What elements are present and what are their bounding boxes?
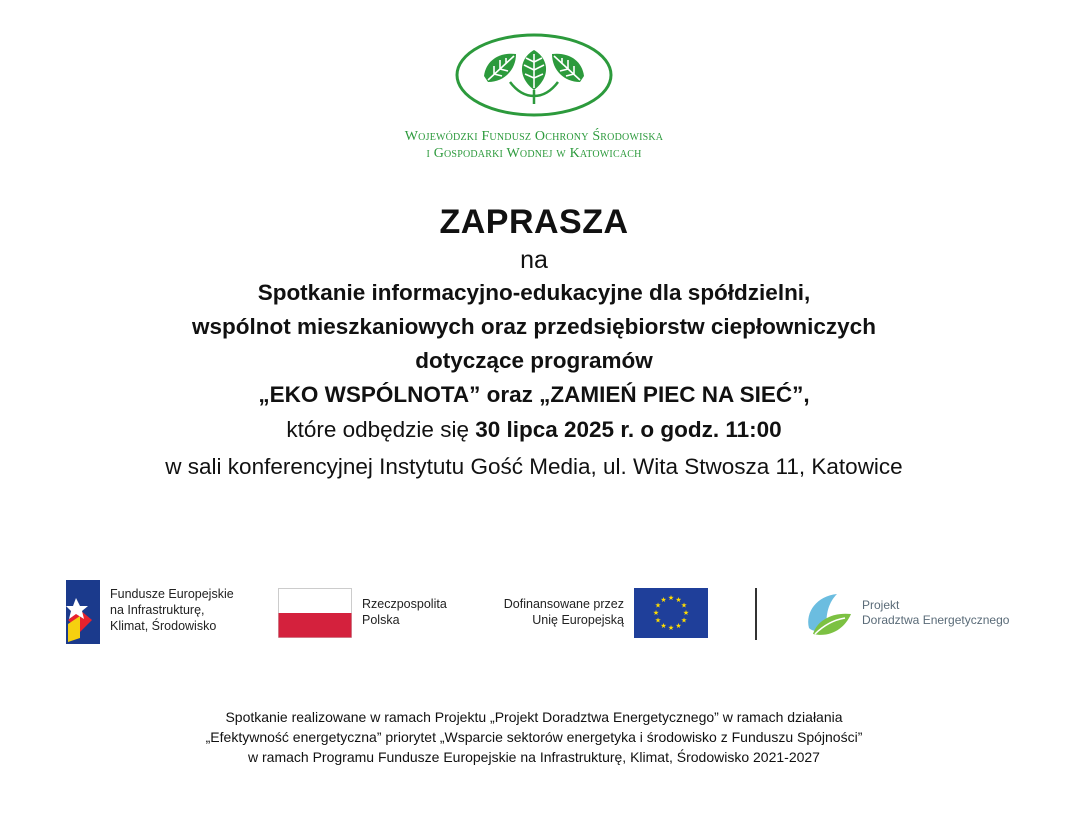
pde-label-line2: Doradztwa Energetycznego — [862, 613, 1010, 627]
eu-flag-icon — [634, 588, 708, 638]
event-title-line1: Spotkanie informacyjno-edukacyjne dla spółdzielni, — [257, 280, 811, 305]
svg-text:★: ★ — [667, 624, 675, 632]
svg-text:★: ★ — [652, 609, 660, 617]
ue-label-line1: Dofinansowane przez — [503, 597, 624, 611]
pde-label — [862, 598, 1009, 628]
pde-label-line1: Projekt — [862, 598, 900, 612]
na-text: na — [520, 246, 548, 274]
rp-label-line2: Polska — [362, 613, 400, 627]
event-venue: w sali konferencyjnej Instytutu Gość Media, ul. Wita Stwosza 11, Katowice — [165, 454, 903, 479]
program-names: „EKO WSPÓLNOTA” oraz „ZAMIEŃ PIEC NA SIEĆ”, — [258, 382, 810, 407]
polish-flag-icon — [278, 588, 352, 638]
footer-note — [0, 707, 1068, 767]
organization-name-line2: i Gospodarki Wodnej w Katowicach — [426, 146, 642, 161]
svg-text:★: ★ — [667, 594, 675, 602]
organization-name-line1: Wojewódzki Fundusz Ochrony Środowiska — [404, 129, 664, 144]
svg-text:★: ★ — [675, 622, 682, 630]
svg-text:★: ★ — [654, 601, 662, 610]
pde-leaf-icon — [803, 588, 855, 640]
leaf-logo-icon — [454, 32, 614, 118]
fe-label-line3: Klimat, Środowisko — [110, 619, 217, 633]
footer-line1: Spotkanie realizowane w ramach Projektu „Projekt Doradztwa Energetycznego” w ramach działania — [225, 709, 843, 725]
rp-label — [362, 596, 447, 628]
svg-text:★: ★ — [675, 596, 682, 604]
logo-divider — [755, 588, 757, 640]
invitation-block — [0, 200, 1068, 486]
funding-logo-bar — [0, 578, 1068, 650]
svg-text:★: ★ — [654, 616, 662, 625]
svg-text:★: ★ — [680, 601, 688, 610]
fe-label — [110, 586, 234, 634]
event-date-value: 30 lipca 2025 r. o godz. 11:00 — [475, 417, 782, 442]
event-date-prefix: które odbędzie się — [286, 417, 476, 442]
svg-text:★: ★ — [682, 609, 690, 617]
svg-text:★: ★ — [680, 616, 688, 625]
event-title-line2: wspólnot mieszkaniowych oraz przedsiębiorstw ciepłowniczych — [192, 314, 876, 339]
event-title-line3: dotyczące programów — [415, 348, 653, 373]
headline: ZAPRASZA — [439, 203, 629, 241]
ue-label — [470, 596, 624, 628]
organization-header — [0, 32, 1068, 162]
fe-star-icon — [66, 580, 100, 644]
svg-text:★: ★ — [660, 622, 667, 630]
svg-text:★: ★ — [660, 596, 667, 604]
footer-line3: w ramach Programu Fundusze Europejskie na Infrastrukturę, Klimat, Środowisko 2021-2027 — [248, 749, 820, 765]
rp-label-line1: Rzeczpospolita — [362, 597, 447, 611]
ue-label-line2: Unię Europejską — [532, 613, 624, 627]
footer-line2: „Efektywność energetyczna” priorytet „Wsparcie sektorów energetyka i środowisko z Funduszu Spójności” — [205, 729, 863, 745]
fe-label-line2: na Infrastrukturę, — [110, 603, 205, 617]
fe-label-line1: Fundusze Europejskie — [110, 587, 234, 601]
event-date — [0, 412, 1068, 448]
